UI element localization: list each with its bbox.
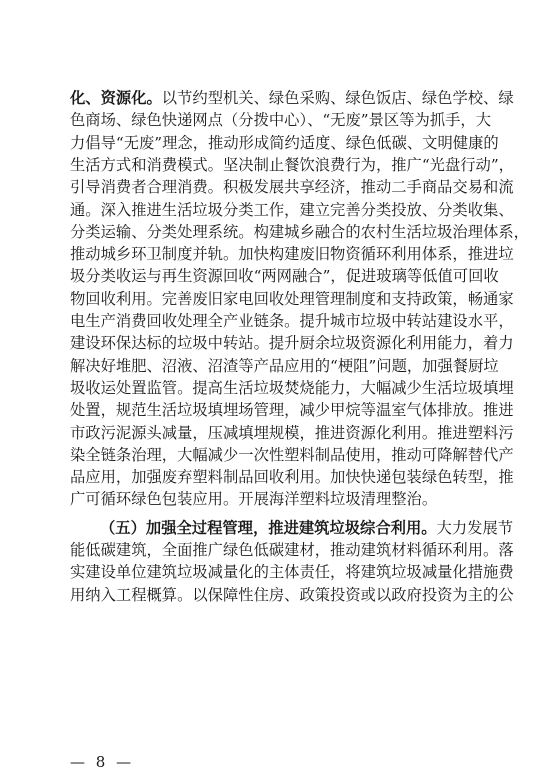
page-number: — 8 —: [70, 753, 135, 771]
text-line: [70, 445, 514, 465]
text-line: [70, 378, 514, 398]
text-line: [70, 266, 499, 286]
text-line: [70, 562, 514, 582]
line-text: 用纳入工程概算。以保障性住房、政策投资或以政府投资为主的公: [70, 585, 514, 604]
text-line: [70, 88, 514, 108]
line-text: 电生产消费回收处理全产业链条。提升城市垃圾中转站建设水平，: [70, 312, 514, 330]
line-text: 色商场、绿色快递网点（分拨中心）、“无废”景区等为抓手，大: [70, 111, 492, 130]
line-text: 能低碳建筑，全面推广绿色低碳建材，推动建筑材料循环利用。落: [70, 541, 514, 559]
line-text: 分类运输、分类处理系统。构建城乡融合的农村生活垃圾治理体系，: [70, 222, 529, 241]
line-text: 实建设单位建筑垃圾减量化的主体责任，将建筑垃圾减量化措施费: [70, 563, 514, 582]
line-text: 物回收利用。完善废旧家电回收处理管理制度和支持政策，畅通家: [70, 289, 514, 308]
line-text: 圾收运处置监管。提高生活垃圾焚烧能力，大幅减少生活垃圾填埋: [70, 378, 514, 397]
text-line: [70, 177, 514, 197]
text-line: [70, 155, 514, 175]
line-text: 力倡导“无废”理念，推动形成简约适度、绿色低碳、文明健康的: [70, 133, 499, 152]
text-line: [70, 200, 514, 220]
text-line: [70, 467, 514, 487]
line-text: 建设环保达标的垃圾中转站。提升厨余垃圾资源化利用能力，着力: [70, 334, 514, 353]
line-text: 圾分类收运与再生资源回收“两网融合”，促进玻璃等低值可回收: [70, 267, 499, 286]
line-text: 广可循环绿色包装应用。开展海洋塑料垃圾清理整治。: [70, 490, 438, 509]
line-text: 以节约型机关、绿色采购、绿色饭店、绿色学校、绿: [161, 89, 514, 107]
text-line: [70, 333, 514, 353]
line-text: 引导消费者合理消费。积极发展共享经济，推动二手商品交易和流: [70, 178, 514, 197]
text-line: [70, 133, 499, 153]
text-line: [70, 518, 514, 538]
text-line: [70, 423, 514, 443]
line-text: 染全链条治理，大幅减少一次性塑料制品使用，推动可降解替代产: [70, 445, 514, 464]
line-text: 市政污泥源头减量，压减填埋规模，推进资源化利用。推进塑料污: [70, 423, 514, 442]
bold-heading-text: （五）加强全过程管理，推进建筑垃圾综合利用。: [100, 518, 437, 537]
text-line: [70, 585, 514, 605]
text-line: [70, 356, 499, 376]
text-line: [70, 289, 514, 309]
bold-heading-text: 化、资源化。: [70, 89, 162, 107]
line-text: 生活方式和消费模式。坚决制止餐饮浪费行为，推广“光盘行动”，: [70, 155, 514, 174]
line-text: 通。深入推进生活垃圾分类工作，建立完善分类投放、分类收集、: [70, 200, 514, 219]
line-text: 品应用，加强废弃塑料制品回收利用。加快快递包装绿色转型，推: [70, 468, 514, 487]
text-line: [70, 222, 529, 242]
text-line: [70, 311, 514, 331]
text-line: [70, 110, 492, 130]
text-line: [70, 489, 484, 509]
line-text: 推动城乡环卫制度并轨。加快构建废旧物资循环利用体系，推进垃: [70, 245, 514, 264]
text-line: [70, 540, 514, 560]
text-line: [70, 400, 514, 420]
line-text: 大力发展节: [436, 518, 514, 537]
text-line: [70, 244, 514, 264]
line-text: 解决好堆肥、沼液、沼渣等产品应用的“梗阻”问题，加强餐厨垃: [70, 356, 499, 375]
line-text: 处置，规范生活垃圾填埋场管理，减少甲烷等温室气体排放。推进: [70, 401, 514, 420]
